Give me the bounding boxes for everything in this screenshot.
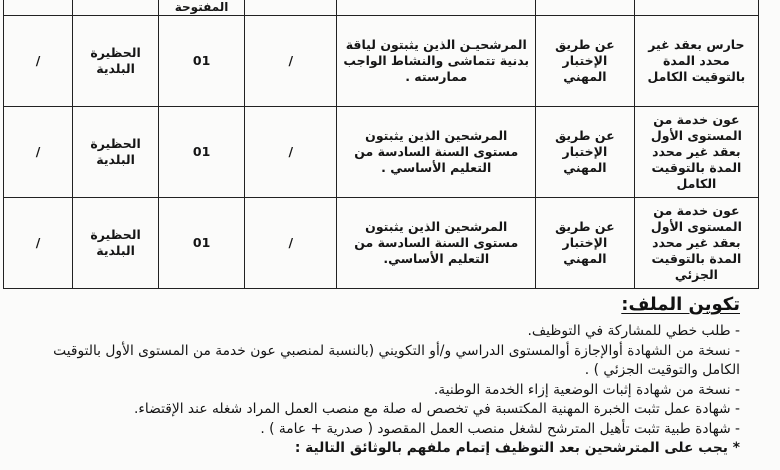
cell-dash-2: / <box>4 198 73 289</box>
posts-table-container <box>3 0 759 289</box>
dossier-document-list <box>30 322 740 459</box>
table-header-row <box>4 0 759 16</box>
posts-table <box>3 0 759 289</box>
cell-dash: / <box>245 198 337 289</box>
table-row <box>4 107 759 198</box>
table-row <box>4 198 759 289</box>
cell-post-count: 01 <box>159 16 245 107</box>
list-item: - شهادة عمل تثبت الخبرة المهنية المكتسبة في تخصص له صلة مع منصب العمل المراد شغله عند الإقتضاء. <box>134 401 740 417</box>
cell-post-count: 01 <box>159 198 245 289</box>
cell-dash: / <box>245 107 337 198</box>
cell-post-count: 01 <box>159 107 245 198</box>
header-cell-grade <box>634 0 758 16</box>
dossier-section-title: تكوين الملف: <box>621 294 740 315</box>
list-item: * يجب على المترشحين بعد التوظيف إتمام ملفهم بالوثائق التالية : <box>294 440 740 456</box>
cell-conditions: المرشحين الذين يثبتون مستوى السنة السادسة من التعليم الأساسي . <box>337 107 536 198</box>
list-item: - طلب خطي للمشاركة في التوظيف. <box>527 323 740 339</box>
list-item: - نسخة من شهادة إثبات الوضعية إزاء الخدمة الوطنية. <box>433 381 740 398</box>
header-cell-conditions <box>337 0 536 16</box>
header-cell-dash <box>245 0 337 16</box>
cell-dash: / <box>245 16 337 107</box>
cell-grade: حارس بعقد غير محدد المدة بالتوقيت الكامل <box>634 16 758 107</box>
list-item: - شهادة طبية تثبت تأهيل المترشح لشغل منصب العمل المقصود ( صدرية + عامة ) . <box>260 420 740 437</box>
table-row <box>4 16 759 107</box>
cell-dash-2: / <box>4 107 73 198</box>
cell-region: الحظيرة البلدية <box>73 107 159 198</box>
cell-grade: عون خدمة من المستوى الأول بعقد غير محدد المدة بالتوقيت الكامل <box>634 107 758 198</box>
cell-method: عن طريق الإختبار المهني <box>536 198 635 289</box>
cell-conditions: المرشحيـن الذين يثبتون لياقة بدنية تتماشى والنشاط الواجب ممارسته . <box>337 16 536 107</box>
cell-dash-2: / <box>4 16 73 107</box>
cell-region: الحظيرة البلدية <box>73 198 159 289</box>
header-cell-open-posts: المفتوحة <box>159 0 245 16</box>
header-cell-method <box>536 0 635 16</box>
cell-region: الحظيرة البلدية <box>73 16 159 107</box>
cell-grade: عون خدمة من المستوى الأول بعقد غير محدد المدة بالتوقيت الجزئي <box>634 198 758 289</box>
list-item: - نسخة من الشهادة أوالإجازة أوالمستوى الدراسي و/أو التكويني (بالنسبة لمنصبي عون خدمة من المستوى الأول بالتوقيت الكامل والتوقيت الجزئي ) . <box>53 342 740 378</box>
cell-method: عن طريق الإختبار المهني <box>536 16 635 107</box>
header-cell-region <box>73 0 159 16</box>
cell-conditions: المرشحين الذين يثبتون مستوى السنة السادسة من التعليم الأساسي. <box>337 198 536 289</box>
header-cell-dash-2 <box>4 0 73 16</box>
cell-method: عن طريق الإختبار المهني <box>536 107 635 198</box>
